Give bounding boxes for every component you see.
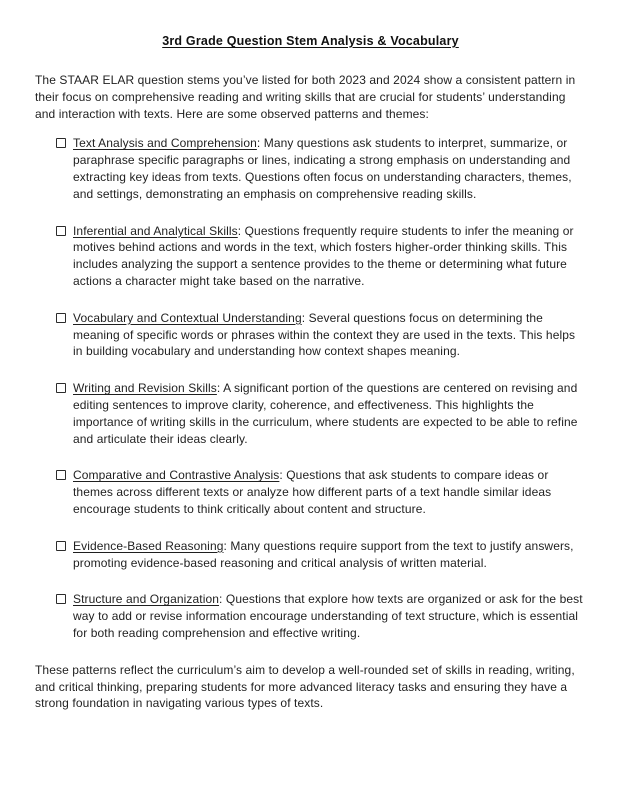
- checkbox-icon[interactable]: [56, 594, 66, 604]
- checkbox-icon[interactable]: [56, 226, 66, 236]
- checklist-item: [56, 223, 586, 290]
- item-body: Questions frequently require students to infer the meaning or motives behind actions and words in the text, which fosters higher-order thinking skills. This includes analyzing the support a sentence provides to the theme or determining what future actions a character might take based on the narrative.: [73, 223, 574, 288]
- checklist-item-text: [73, 467, 586, 517]
- item-heading: Inferential and Analytical Skills: [73, 223, 238, 238]
- closing-paragraph: These patterns reflect the curriculum’s aim to develop a well-rounded set of skills in reading, writing, and critical thinking, preparing students for more advanced literacy tasks and ensuring they have a strong foundation in navigating various types of texts.: [35, 662, 575, 711]
- item-heading: Evidence-Based Reasoning: [73, 538, 224, 553]
- checklist-item: [56, 538, 586, 572]
- item-body: Many questions require support from the text to justify answers, promoting evidence-based reasoning and critical analysis of written material.: [73, 538, 574, 570]
- checklist-item-text: [73, 135, 586, 202]
- item-colon: :: [301, 310, 309, 325]
- checkbox-icon[interactable]: [56, 470, 66, 480]
- item-body: Questions that ask students to compare ideas or themes across different texts or analyze how different parts of a text handle similar ideas encourage students to think critically about content and structure.: [73, 468, 552, 516]
- checklist-item-text: [73, 380, 586, 447]
- checklist-item-text: [73, 538, 586, 572]
- checklist-item-text: [73, 310, 586, 360]
- item-heading: Text Analysis and Comprehension: [73, 136, 257, 151]
- item-heading: Writing and Revision Skills: [73, 381, 217, 396]
- item-heading: Comparative and Contrastive Analysis: [73, 468, 280, 483]
- item-body: Many questions ask students to interpret, summarize, or paraphrase specific paragraphs or lines, indicating a strong emphasis on understanding and extracting key ideas from texts. Questions often focus on understanding characters, themes, and settings, demonstrating an emphasis on comprehensive reading skills.: [73, 136, 572, 201]
- page-title: 3rd Grade Question Stem Analysis & Vocabulary: [162, 34, 459, 48]
- checklist-item: [56, 591, 586, 641]
- checklist-item: [56, 380, 586, 447]
- item-body: Several questions focus on determining the meaning of specific words or phrases within the context they are used in the texts. This helps in building vocabulary and understanding how context shapes meaning.: [73, 310, 576, 359]
- checklist-item: [56, 310, 586, 360]
- item-colon: :: [216, 381, 224, 396]
- intro-paragraph: The STAAR ELAR question stems you’ve listed for both 2023 and 2024 show a consistent pattern in their focus on comprehensive reading and writing skills that are crucial for students’ understanding and interaction with texts. Here are some observed patterns and themes:: [35, 73, 576, 121]
- themes-checklist: [35, 135, 586, 641]
- item-heading: Structure and Organization: [73, 592, 220, 607]
- checkbox-icon[interactable]: [56, 541, 66, 551]
- item-body: A significant portion of the questions are centered on revising and editing sentences to improve clarity, coherence, and effectiveness. This highlights the importance of writing skills in the curriculum, where students are expected to be able to refine and articulate their ideas clearly.: [73, 381, 578, 446]
- item-body: Questions that explore how texts are organized or ask for the best way to add or revise information encourage understanding of text structure, which is essential for both reading comprehension and effective writing.: [73, 592, 583, 640]
- item-colon: :: [223, 538, 231, 553]
- item-colon: :: [237, 223, 245, 238]
- checklist-item-text: [73, 591, 586, 641]
- checklist-item: [56, 135, 586, 202]
- checklist-item: [56, 467, 586, 517]
- checkbox-icon[interactable]: [56, 383, 66, 393]
- item-colon: :: [279, 468, 287, 483]
- checkbox-icon[interactable]: [56, 138, 66, 148]
- item-colon: :: [219, 592, 226, 607]
- item-heading: Vocabulary and Contextual Understanding: [73, 310, 302, 325]
- item-colon: :: [256, 136, 264, 151]
- checkbox-icon[interactable]: [56, 313, 66, 323]
- checklist-item-text: [73, 223, 586, 290]
